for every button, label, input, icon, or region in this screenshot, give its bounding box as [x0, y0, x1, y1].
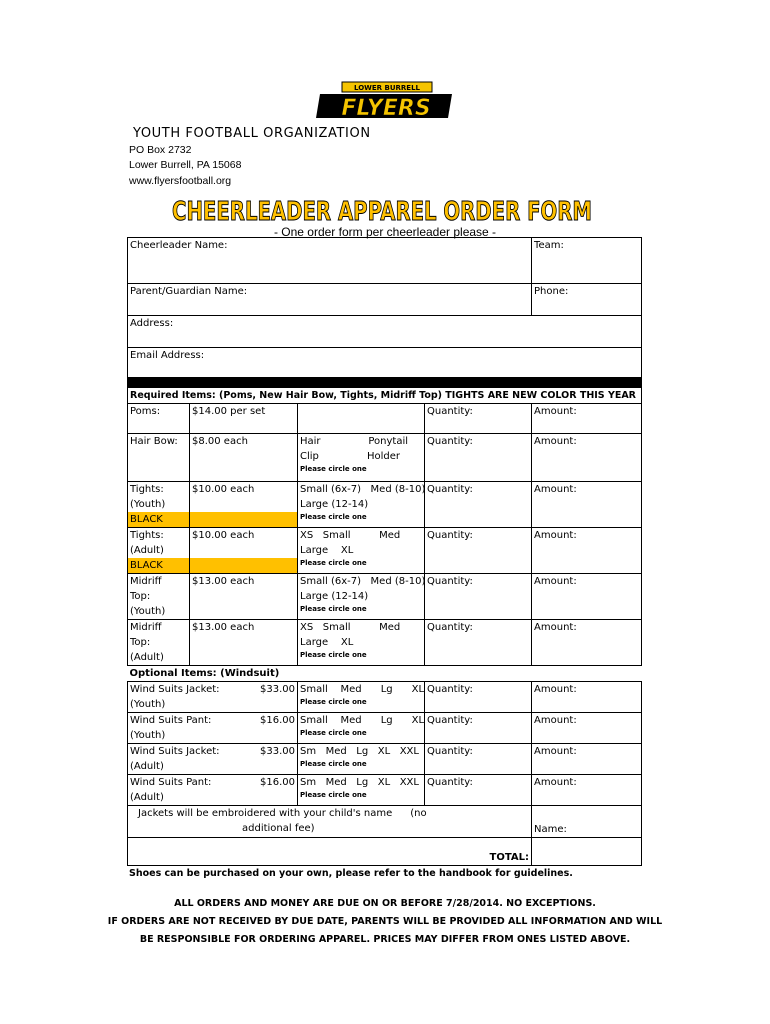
midriff-adult-quantity[interactable]: Quantity: — [425, 620, 532, 666]
windsuit-youth-pant-quantity[interactable]: Quantity: — [425, 713, 532, 744]
email-field[interactable]: Email Address: — [128, 348, 642, 378]
tights-adult-label: Tights: (Adult) BLACK — [128, 528, 190, 574]
midriff-youth-quantity[interactable]: Quantity: — [425, 574, 532, 620]
hairbow-quantity[interactable]: Quantity: — [425, 434, 532, 482]
total-field[interactable] — [532, 838, 642, 866]
poms-quantity[interactable]: Quantity: — [425, 404, 532, 434]
windsuit-youth-jacket-price: $33.00 — [260, 684, 295, 695]
tights-youth-sizes[interactable]: Small (6x-7) Med (8-10) Large (12-14) Please circle one — [298, 482, 425, 528]
windsuit-adult-pant-sizes[interactable]: Sm Med Lg XL XXL Please circle one — [298, 775, 425, 806]
windsuit-adult-jacket-price: $33.00 — [260, 746, 295, 757]
tights-youth-color: BLACK — [128, 512, 189, 527]
cheerleader-name-field[interactable]: Cheerleader Name: — [128, 238, 532, 284]
windsuit-adult-pant-amount[interactable]: Amount: — [532, 775, 642, 806]
windsuit-adult-pant-label: Wind Suits Pant: (Adult) $16.00 — [128, 775, 298, 806]
windsuit-youth-pant-price: $16.00 — [260, 715, 295, 726]
tights-youth-label: Tights: (Youth) BLACK — [128, 482, 190, 528]
org-title: YOUTH FOOTBALL ORGANIZATION — [133, 126, 371, 141]
hairbow-price: $8.00 each — [190, 434, 298, 482]
hairbow-amount[interactable]: Amount: — [532, 434, 642, 482]
windsuit-youth-jacket-label: Wind Suits Jacket: (Youth) $33.00 — [128, 682, 298, 713]
midriff-adult-label: Midriff Top: (Adult) — [128, 620, 190, 666]
total-label: TOTAL: — [128, 838, 532, 866]
tights-adult-sizes[interactable]: XS Small Med Large XL Please circle one — [298, 528, 425, 574]
midriff-youth-sizes[interactable]: Small (6x-7) Med (8-10) Large (12-14) Please circle one — [298, 574, 425, 620]
windsuit-adult-jacket-label: Wind Suits Jacket: (Adult) $33.00 — [128, 744, 298, 775]
midriff-youth-price: $13.00 each — [190, 574, 298, 620]
windsuit-youth-pant-sizes[interactable]: Small Med Lg XL Please circle one — [298, 713, 425, 744]
address-field[interactable]: Address: — [128, 316, 642, 348]
midriff-youth-amount[interactable]: Amount: — [532, 574, 642, 620]
midriff-adult-price: $13.00 each — [190, 620, 298, 666]
windsuit-adult-pant-price: $16.00 — [260, 777, 295, 788]
windsuit-adult-jacket-quantity[interactable]: Quantity: — [425, 744, 532, 775]
windsuit-youth-jacket-amount[interactable]: Amount: — [532, 682, 642, 713]
logo-main-text: FLYERS — [341, 96, 431, 121]
form-subtitle: - One order form per cheerleader please - — [273, 225, 497, 239]
windsuit-youth-jacket-quantity[interactable]: Quantity: — [425, 682, 532, 713]
hairbow-label: Hair Bow: — [128, 434, 190, 482]
tights-youth-quantity[interactable]: Quantity: — [425, 482, 532, 528]
flyers-logo — [312, 80, 460, 120]
windsuit-adult-jacket-sizes[interactable]: Sm Med Lg XL XXL Please circle one — [298, 744, 425, 775]
parent-name-field[interactable]: Parent/Guardian Name: — [128, 284, 532, 316]
windsuit-adult-jacket-amount[interactable]: Amount: — [532, 744, 642, 775]
windsuit-youth-pant-amount[interactable]: Amount: — [532, 713, 642, 744]
tights-adult-price: $10.00 each — [190, 528, 298, 574]
poms-label: Poms: — [128, 404, 190, 434]
embroidery-name-field[interactable]: Name: — [532, 806, 642, 838]
tights-adult-quantity[interactable]: Quantity: — [425, 528, 532, 574]
windsuit-youth-pant-label: Wind Suits Pant: (Youth) $16.00 — [128, 713, 298, 744]
tights-youth-amount[interactable]: Amount: — [532, 482, 642, 528]
po-box: PO Box 2732 — [129, 144, 192, 156]
required-heading: Required Items: (Poms, New Hair Bow, Tights, Midriff Top) TIGHTS ARE NEW COLOR THIS YEAR — [128, 388, 642, 404]
form-title-banner — [170, 194, 595, 226]
midriff-youth-label: Midriff Top: (Youth) — [128, 574, 190, 620]
windsuit-adult-pant-quantity[interactable]: Quantity: — [425, 775, 532, 806]
tights-adult-color: BLACK — [128, 558, 189, 573]
poms-price: $14.00 per set — [190, 404, 298, 434]
due-note-2: IF ORDERS ARE NOT RECEIVED BY DUE DATE, PARENTS WILL BE PROVIDED ALL INFORMATION AND WILL — [107, 916, 663, 927]
poms-options — [298, 404, 425, 434]
midriff-adult-sizes[interactable]: XS Small Med Large XL Please circle one — [298, 620, 425, 666]
due-note-1: ALL ORDERS AND MONEY ARE DUE ON OR BEFORE 7/28/2014. NO EXCEPTIONS. — [174, 898, 596, 909]
form-title: CHEERLEADER APPAREL ORDER FORM — [172, 197, 592, 227]
team-field[interactable]: Team: — [532, 238, 642, 284]
phone-field[interactable]: Phone: — [532, 284, 642, 316]
order-form — [127, 237, 641, 866]
embroidery-note: Jackets will be embroidered with your child's name (no additional fee) — [128, 806, 532, 838]
logo-top-text: LOWER BURRELL — [354, 84, 420, 92]
tights-youth-price: $10.00 each — [190, 482, 298, 528]
poms-amount[interactable]: Amount: — [532, 404, 642, 434]
windsuit-youth-jacket-sizes[interactable]: Small Med Lg XL Please circle one — [298, 682, 425, 713]
due-note-3: BE RESPONSIBLE FOR ORDERING APPAREL. PRICES MAY DIFFER FROM ONES LISTED ABOVE. — [139, 934, 631, 945]
shoes-note: Shoes can be purchased on your own, please refer to the handbook for guidelines. — [129, 868, 573, 879]
website: www.flyersfootball.org — [129, 175, 232, 187]
optional-heading: Optional Items: (Windsuit) — [128, 666, 642, 682]
hairbow-options[interactable]: Hair Ponytail Clip Holder Please circle one — [298, 434, 425, 482]
tights-adult-amount[interactable]: Amount: — [532, 528, 642, 574]
city: Lower Burrell, PA 15068 — [129, 159, 242, 171]
midriff-adult-amount[interactable]: Amount: — [532, 620, 642, 666]
